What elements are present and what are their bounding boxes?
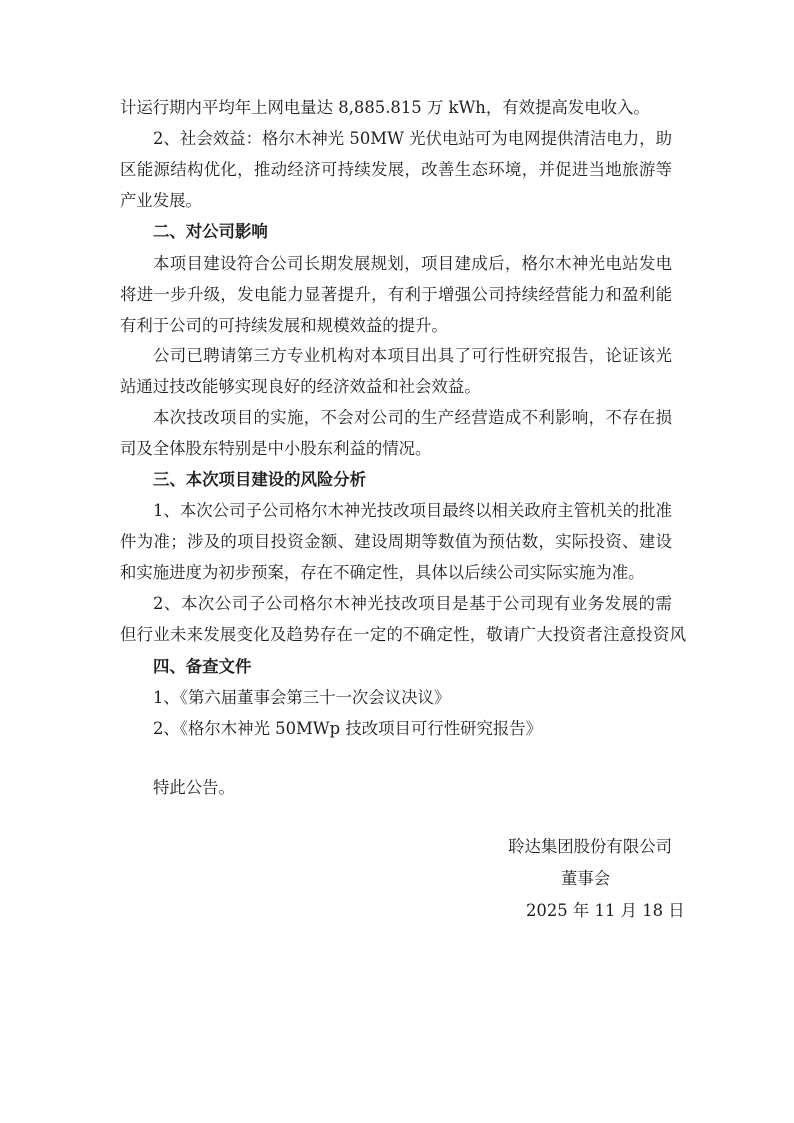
heading-reference-docs [120,651,672,682]
text-line: 本项目建设符合公司长期发展规划，项目建成后，格尔木神光电站发电 [153,254,672,273]
text-line: 2、社会效益：格尔木神光 50MW 光伏电站可为电网提供清洁电力，助 [153,129,672,148]
heading-company-impact [120,216,672,247]
list-item: 1、《第六届董事会第三十一次会议决议》 [153,688,451,707]
text-line: 站通过技改能够实现良好的经济效益和社会效益。 [120,377,481,396]
text-line: 将进一步升级，发电能力显著提升，有利于增强公司持续经营能力和盈利能 [120,285,672,304]
text-line: 产业发展。 [120,191,202,210]
heading-text: 四、备查文件 [153,657,252,676]
paragraph-impact-1 [120,248,672,341]
reference-docs-list [120,682,672,744]
paragraph-revenue [120,92,672,123]
text-line: 件为准；涉及的项目投资金额、建设周期等数值为预估数，实际投资、建设 [120,532,672,551]
paragraph-impact-3 [120,402,672,464]
paragraph-impact-2 [120,340,672,402]
text-line: 公司已聘请第三方专业机构对本项目出具了可行性研究报告，论证该光 [153,346,672,365]
heading-text: 三、本次项目建设的风险分析 [153,470,367,489]
text-line: 计运行期内平均年上网电量达 8,885.815 万 kWh，有效提高发电收入。 [120,98,650,117]
text-line: 2、本次公司子公司格尔木神光技改项目是基于公司现有业务发展的需 [153,594,672,613]
heading-risk-analysis [120,464,672,495]
text-line: 但行业未来发展变化及趋势存在一定的不确定性，敬请广大投资者注意投资风 [120,625,686,644]
signature-company: 聆达集团股份有限公司 [508,837,672,856]
paragraph-risk-2 [120,588,686,650]
text-line: 司及全体股东特别是中小股东利益的情况。 [120,439,432,458]
signature-date: 2025 年 11 月 18 日 [526,901,685,920]
heading-text: 二、对公司影响 [153,222,268,241]
text-line: 和实施进度为初步预案，存在不确定性，具体以后续公司实际实施为准。 [120,563,645,582]
text-line: 1、本次公司子公司格尔木神光技改项目最终以相关政府主管机关的批准 [153,501,672,520]
paragraph-risk-1 [120,495,672,588]
list-item: 2、《格尔木神光 50MWp 技改项目可行性研究报告》 [153,719,543,738]
text-line: 本次技改项目的实施，不会对公司的生产经营造成不利影响，不存在损 [153,408,672,427]
closing-text: 特此公告。 [153,778,235,797]
text-line: 区能源结构优化，推动经济可持续发展，改善生态环境，并促进当地旅游等 [120,160,672,179]
closing-statement [120,772,672,803]
text-line: 有利于公司的可持续发展和规模效益的提升。 [120,316,448,335]
signature-board: 董事会 [561,869,611,888]
paragraph-social-benefit [120,123,672,216]
